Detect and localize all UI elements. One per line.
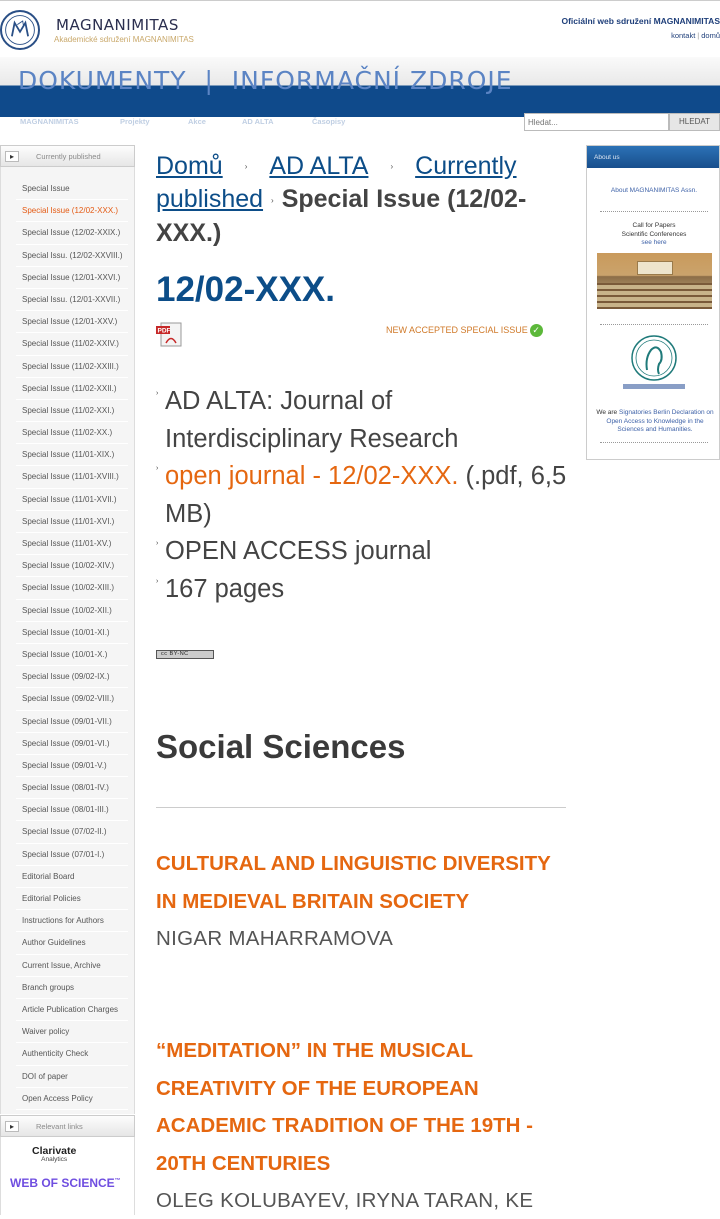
nav-item-casopisy[interactable]: Časopisy — [312, 117, 346, 126]
berlin-pre: We are — [596, 409, 619, 416]
sidebar-item[interactable]: Author Guidelines — [16, 932, 128, 954]
divider — [600, 324, 708, 325]
sidebar-item[interactable]: Special Issue (12/01-XXVI.) — [16, 267, 128, 289]
sidebar-item[interactable]: Authenticity Check — [16, 1043, 128, 1065]
article-title[interactable]: “MEDITATION” IN THE MUSICAL CREATIVITY OF THE EUROPEAN ACADEMIC TRADITION OF THE 19TH - 20TH CENTURIES — [156, 1039, 533, 1175]
currently-published-header[interactable] — [0, 145, 135, 167]
issue-number-heading: 12/02-XXX. — [156, 270, 335, 309]
divider — [600, 211, 708, 212]
sidebar-item[interactable]: DOI of paper — [16, 1066, 128, 1088]
about-link[interactable]: About MAGNANIMITAS Assn. — [610, 187, 698, 194]
left-sidebar — [0, 145, 135, 1114]
issue-list — [0, 167, 135, 1114]
issue-info-list — [156, 383, 573, 608]
open-access-label: OPEN ACCESS journal — [165, 537, 432, 565]
sidebar-item[interactable]: Special Issue (10/02-XII.) — [16, 600, 128, 622]
bullet-icon: › — [156, 390, 159, 397]
bullet-icon: › — [156, 577, 159, 585]
article-entry — [156, 845, 573, 957]
sidebar-item[interactable]: Special Issue (12/01-XXV.) — [16, 311, 128, 333]
sidebar-item[interactable]: Editorial Board — [16, 866, 128, 888]
list-item — [156, 533, 573, 571]
file-size: (.pdf, 6,5 MB) — [165, 462, 567, 528]
nav-item-adalta[interactable]: AD ALTA — [242, 117, 274, 126]
logo-name[interactable]: MAGNANIMITAS — [56, 16, 179, 34]
sidebar-item[interactable]: Special Issue (11/01-XIX.) — [16, 444, 128, 466]
check-icon: ✓ — [530, 324, 543, 337]
arrow-right-icon: ▸ — [5, 1121, 19, 1132]
nav-item-projekty[interactable]: Projekty — [120, 117, 150, 126]
section-title: Social Sciences — [156, 728, 406, 765]
max-planck-logo[interactable] — [621, 334, 687, 392]
sidebar-item[interactable]: Special Issue (10/01-XI.) — [16, 622, 128, 644]
search-button[interactable]: HLEDAT — [669, 113, 720, 131]
berlin-declaration-link[interactable]: Signatories Berlin Declaration on Open Access to Knowledge in the Sciences and Humanities. — [606, 409, 714, 433]
list-item — [156, 383, 573, 458]
sidebar-item[interactable]: Special Issue (11/01-XV.) — [16, 533, 128, 555]
sidebar-item[interactable]: Branch groups — [16, 977, 128, 999]
sidebar-item[interactable]: Special Issue (09/02-IX.) — [16, 666, 128, 688]
sidebar-item[interactable]: Special Issue (08/01-IV.) — [16, 777, 128, 799]
sidebar-item[interactable]: Article Publication Charges — [16, 999, 128, 1021]
wos-tm: ™ — [114, 1178, 121, 1184]
right-sidebar — [586, 145, 720, 460]
about-us-header — [587, 146, 719, 168]
sidebar-item[interactable]: Special Issue (10/02-XIII.) — [16, 577, 128, 599]
breadcrumb-current: Special Issue (12/02-XXX.) — [156, 185, 527, 247]
hero-title: DOKUMENTY | INFORMAČNÍ ZDROJE — [18, 66, 513, 95]
top-links: kontakt | domů — [671, 31, 720, 40]
main-content — [156, 150, 573, 1212]
sidebar-item[interactable]: Special Issue (08/01-III.) — [16, 799, 128, 821]
sidebar-item[interactable]: Special Issue (07/01-I.) — [16, 844, 128, 866]
breadcrumb — [156, 150, 573, 249]
nav-item-akce[interactable]: Akce — [188, 117, 206, 126]
clarivate-name: Clarivate — [32, 1145, 77, 1157]
sidebar-item[interactable]: Waiver policy — [16, 1021, 128, 1043]
article-authors: NIGAR MAHARRAMOVA — [156, 927, 394, 950]
breadcrumb-sep: › — [244, 162, 248, 172]
sidebar-item[interactable]: Open Access Policy — [16, 1088, 128, 1110]
conference-photo[interactable] — [597, 253, 712, 309]
breadcrumb-sep: › — [390, 162, 394, 172]
sidebar-item[interactable]: Special Issue (11/01-XVI.) — [16, 511, 128, 533]
bullet-icon: › — [156, 540, 159, 547]
site-header — [0, 0, 720, 60]
sidebar-item[interactable]: Special Issue (12/02-XXX.) — [16, 200, 128, 222]
list-item — [156, 571, 573, 609]
article-title[interactable]: CULTURAL AND LINGUISTIC DIVERSITY IN MEDIEVAL BRITAIN SOCIETY — [156, 852, 551, 913]
divider — [156, 807, 566, 808]
relevant-links-header[interactable] — [0, 1115, 135, 1137]
conference-screen — [637, 261, 673, 275]
relevant-links-title: Relevant links — [36, 1122, 83, 1131]
list-item — [156, 458, 573, 533]
relevant-links-body — [0, 1137, 135, 1215]
relevant-links-box — [0, 1115, 135, 1215]
sidebar-item[interactable]: Special Issue (11/01-XVII.) — [16, 489, 128, 511]
sidebar-item[interactable]: Special Issu. (12/01-XXVII.) — [16, 289, 128, 311]
cfp-see-here-link[interactable]: see here — [641, 239, 667, 246]
contact-link[interactable]: kontakt — [671, 31, 696, 40]
sidebar-item[interactable]: Special Issue (12/02-XXIX.) — [16, 222, 128, 244]
sidebar-item[interactable]: Special Issu. (12/02-XXVIII.) — [16, 245, 128, 267]
cc-license-badge[interactable]: cc BY-NC — [156, 650, 214, 659]
pdf-icon[interactable] — [156, 322, 182, 347]
new-accepted-badge — [386, 324, 543, 337]
breadcrumb-sep: › — [271, 195, 274, 205]
article-authors: OLEG KOLUBAYEV, IRYNA TARAN, KE — [156, 1189, 534, 1212]
conference-seats — [597, 283, 712, 309]
divider — [600, 442, 708, 443]
bullet-icon: › — [156, 465, 159, 472]
svg-text:PDF: PDF — [157, 327, 171, 335]
open-journal-link[interactable]: open journal - 12/02-XXX. — [165, 462, 459, 490]
search-input[interactable] — [524, 113, 669, 131]
logo-subtitle: Akademické sdružení MAGNANIMITAS — [54, 35, 194, 44]
clarivate-logo[interactable] — [32, 1145, 76, 1163]
breadcrumb-adalta[interactable]: AD ALTA — [269, 152, 369, 180]
clarivate-sub: Analytics — [41, 1156, 68, 1163]
arrow-right-icon: ▸ — [5, 151, 19, 162]
sidebar-item[interactable]: Instructions for Authors — [16, 910, 128, 932]
sidebar-item[interactable]: Special Issue (09/01-V.) — [16, 755, 128, 777]
sidebar-item[interactable]: Special Issue (07/02-II.) — [16, 821, 128, 843]
breadcrumb-home[interactable]: Domů — [156, 152, 223, 180]
wos-text: WEB OF SCIENCE — [10, 1176, 115, 1190]
page-count: 167 pages — [165, 574, 285, 603]
sidebar-item[interactable]: Current Issue, Archive — [16, 955, 128, 977]
call-for-papers — [587, 222, 720, 248]
currently-published-title: Currently published — [36, 152, 101, 161]
sidebar-item[interactable]: Special Issue (11/01-XVIII.) — [16, 466, 128, 488]
sidebar-item[interactable]: Special Issue (11/02-XXIII.) — [16, 356, 128, 378]
logo-seal-icon[interactable] — [0, 10, 40, 50]
new-accepted-text: NEW ACCEPTED SPECIAL ISSUE — [386, 324, 528, 335]
sidebar-item[interactable]: Special Issue (11/02-XXIV.) — [16, 333, 128, 355]
article-entry — [156, 1032, 573, 1219]
cfp-line2: Scientific Conferences — [621, 230, 687, 238]
official-web-label: Oficiální web sdružení MAGNANIMITAS — [561, 16, 720, 26]
berlin-declaration — [595, 409, 715, 435]
cfp-line1: Call for Papers — [632, 222, 676, 229]
breadcrumb-published[interactable]: Currently published — [156, 152, 517, 214]
sidebar-item[interactable]: Special Issue (11/02-XX.) — [16, 422, 128, 444]
sidebar-item[interactable]: Special Issue (11/02-XXII.) — [16, 378, 128, 400]
sidebar-item[interactable]: Special Issue (09/01-VI.) — [16, 733, 128, 755]
sidebar-item[interactable]: Special Issue — [16, 178, 128, 200]
sidebar-item[interactable]: Special Issue (09/02-VIII.) — [16, 688, 128, 710]
sidebar-item[interactable]: Special Issue (10/02-XIV.) — [16, 555, 128, 577]
journal-name: AD ALTA: Journal of Interdisciplinary Research — [165, 387, 459, 453]
sidebar-item[interactable]: Special Issue (09/01-VII.) — [16, 711, 128, 733]
web-of-science-logo[interactable] — [10, 1176, 121, 1190]
hero-banner — [0, 57, 720, 117]
home-link[interactable]: domů — [701, 31, 720, 40]
sidebar-item[interactable]: Special Issue (10/01-X.) — [16, 644, 128, 666]
nav-item-magnanimitas[interactable]: MAGNANIMITAS — [20, 117, 79, 126]
sidebar-item[interactable]: Editorial Policies — [16, 888, 128, 910]
about-us-title: About us — [594, 154, 620, 161]
sidebar-item[interactable]: Special Issue (11/02-XXI.) — [16, 400, 128, 422]
